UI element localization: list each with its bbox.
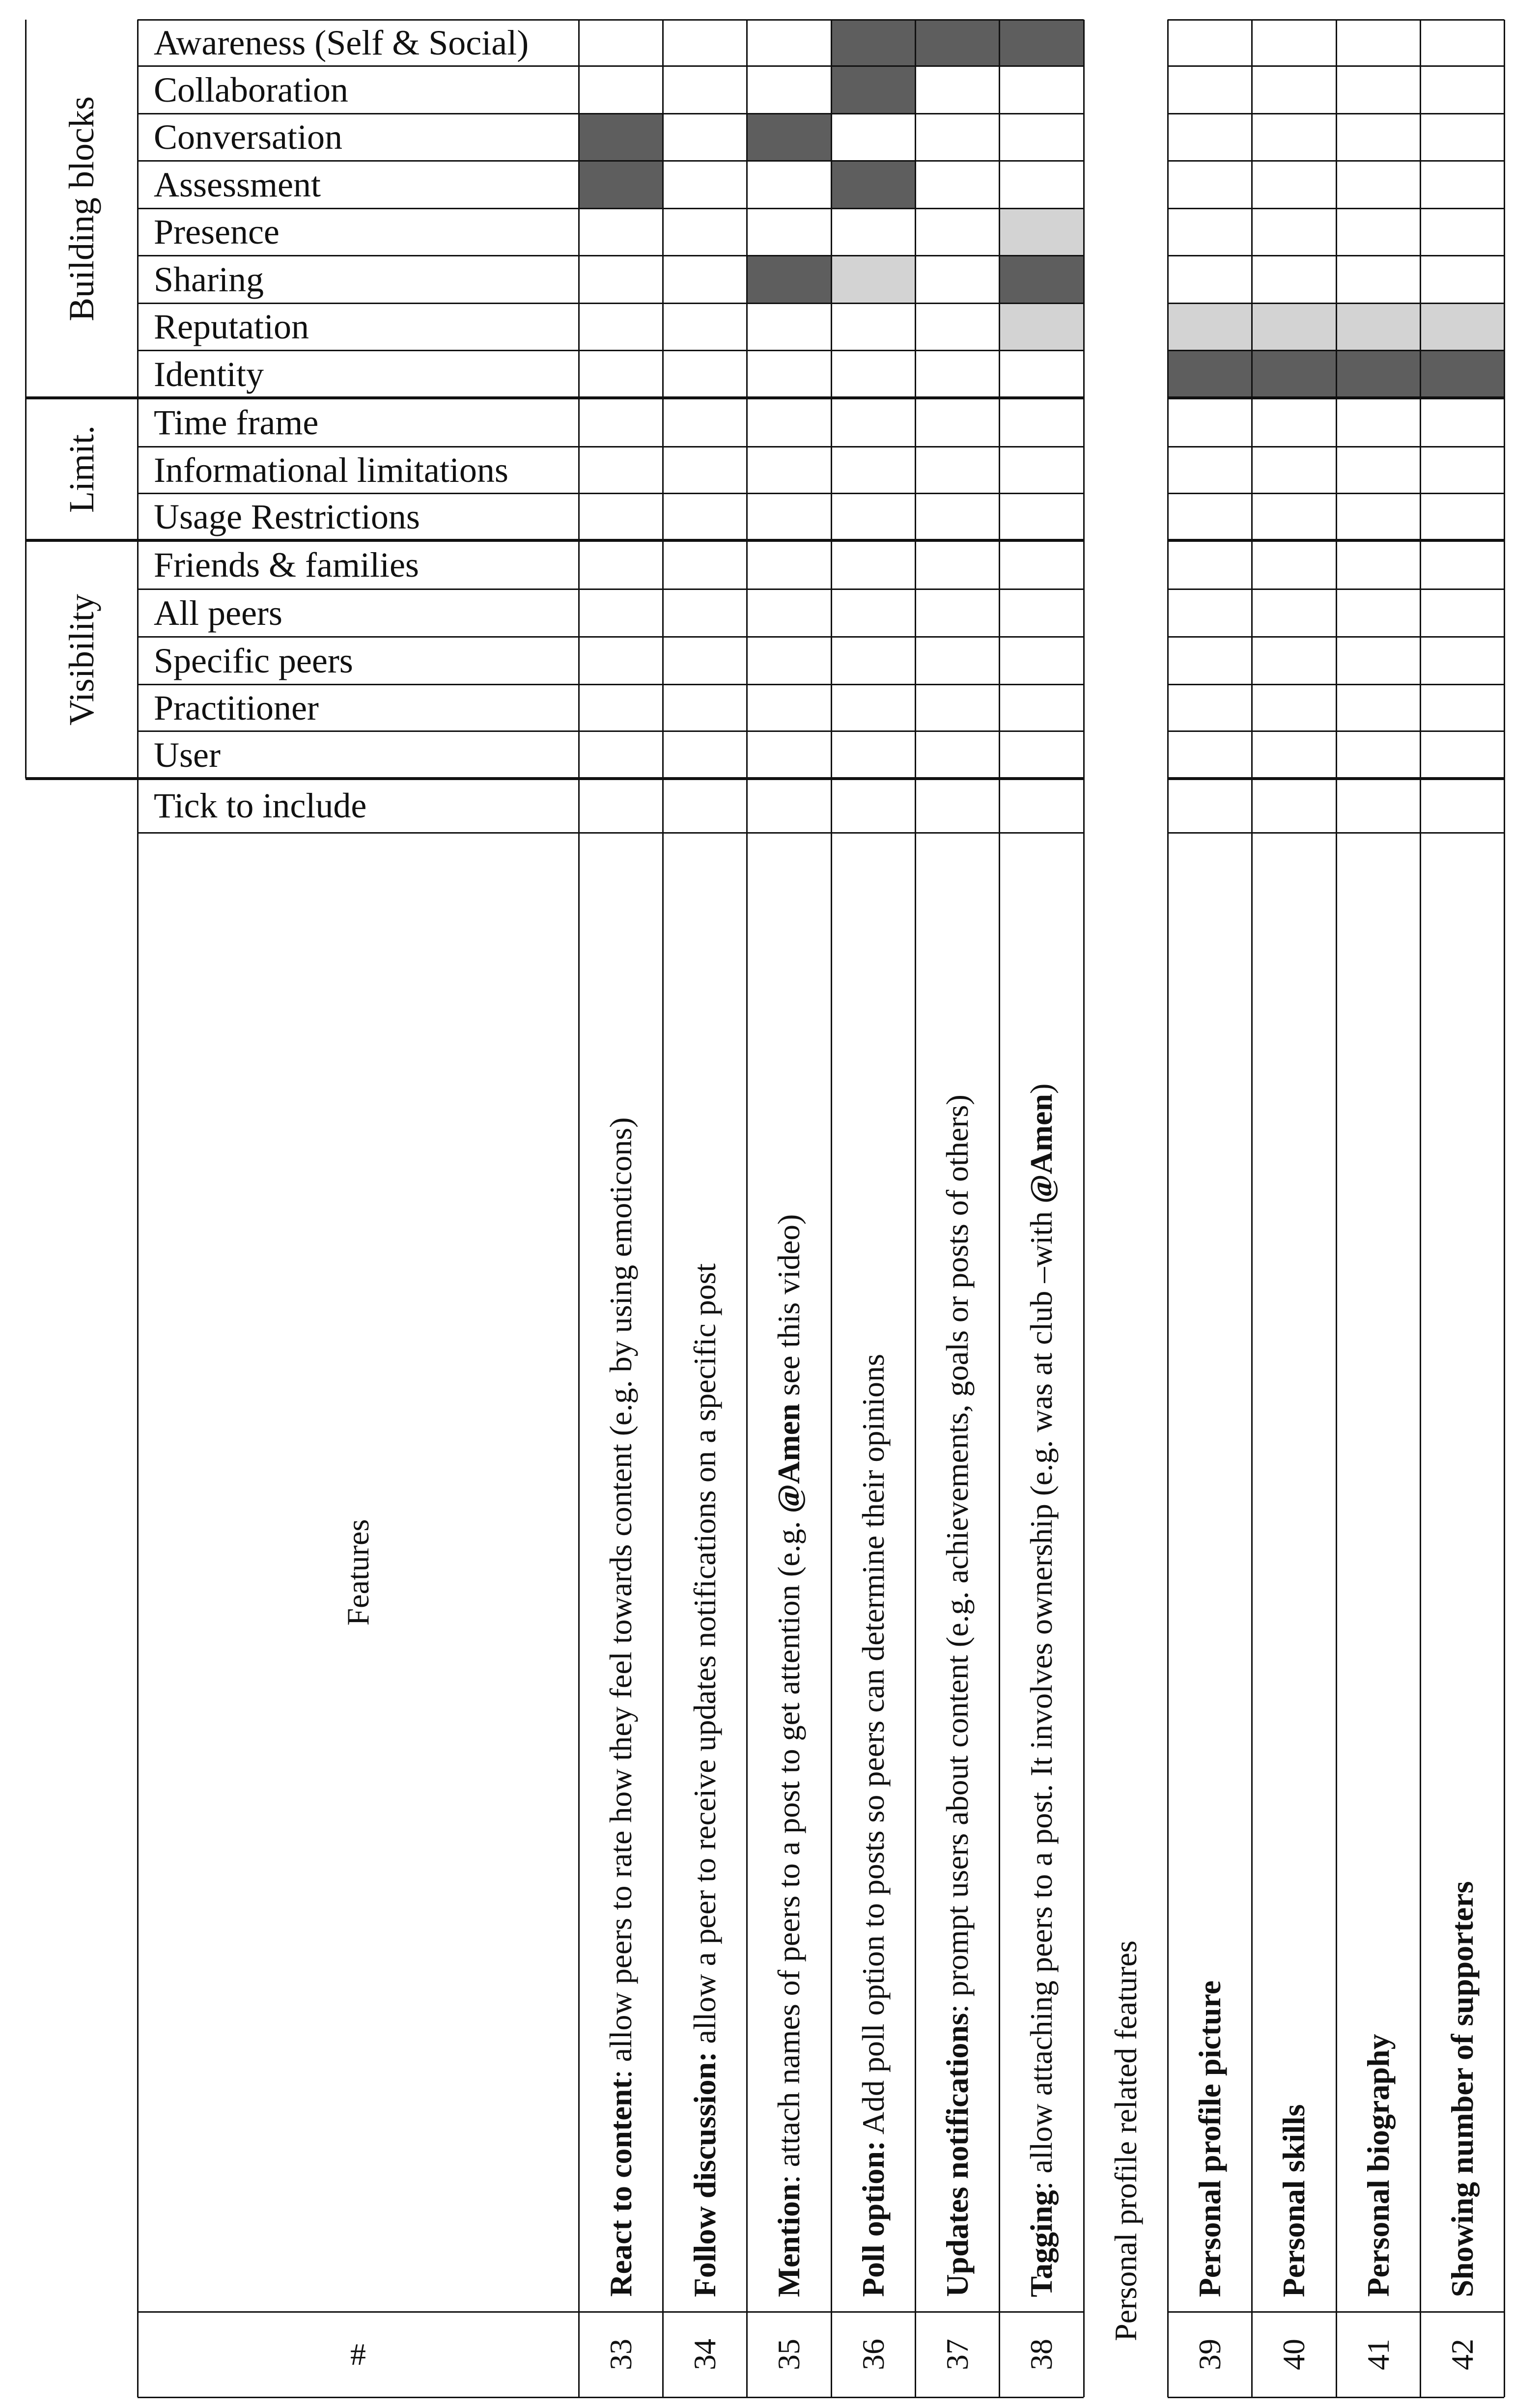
row-line-5-a — [138, 255, 1084, 256]
col-line-6 — [1083, 20, 1085, 2397]
row-line-9-a — [138, 446, 1084, 448]
group-column-left-line — [25, 20, 27, 779]
row-line-16-a — [26, 777, 1084, 780]
row-label: Collaboration — [154, 70, 348, 110]
shaded-cell-42-6 — [1420, 303, 1504, 350]
shaded-cell-41-7 — [1336, 350, 1420, 398]
feature-title: Personal profile picture — [1192, 1980, 1227, 2297]
features-bottom-line-a — [138, 2311, 1084, 2313]
shaded-cell-38-0 — [999, 20, 1084, 66]
shaded-cell-35-2 — [747, 113, 831, 161]
row-label: Awareness (Self & Social) — [154, 23, 529, 62]
feature-mention: @Amen — [771, 1403, 806, 1513]
feature-number: 40 — [1276, 2339, 1311, 2370]
feature-number: 41 — [1360, 2339, 1396, 2370]
feature-description — [1444, 1881, 1480, 2297]
feature-detail-end: see this video) — [771, 1214, 806, 1403]
col-line-0 — [578, 20, 580, 2397]
row-label: Informational limitations — [154, 450, 508, 490]
row-label: Assessment — [154, 165, 321, 204]
feature-description — [605, 1118, 637, 2297]
feature-number: 39 — [1192, 2339, 1227, 2370]
shaded-cell-33-2 — [579, 113, 663, 161]
row-label: Friends & families — [154, 545, 419, 585]
number-bottom-line-a — [138, 2397, 1084, 2398]
feature-description — [939, 1094, 975, 2297]
row-group-label: Visibility — [62, 593, 101, 726]
row-line-17-a — [138, 832, 1084, 834]
row-line-10-a — [138, 493, 1084, 494]
row-line-7-a — [138, 350, 1084, 351]
col-line-3 — [831, 20, 832, 2397]
col-line-5 — [999, 20, 1000, 2397]
feature-description — [855, 1354, 891, 2297]
feature-detail: : allow attaching peers to a post. It involves ownership (e.g. was at club –with — [1024, 1203, 1059, 2190]
feature-title: Updates notifications — [939, 2013, 975, 2297]
row-line-13-a — [138, 636, 1084, 638]
shaded-cell-36-0 — [831, 20, 915, 66]
feature-detail: : attach names of peers to a post to get attention (e.g. — [771, 1513, 806, 2184]
row-line-4-a — [138, 208, 1084, 209]
row-group-label: Building blocks — [62, 96, 101, 322]
row-label: Sharing — [154, 259, 264, 299]
feature-number: 36 — [855, 2339, 891, 2370]
shaded-cell-36-1 — [831, 66, 915, 113]
row-line-1-a — [138, 65, 1084, 67]
feature-detail: : allow peers to rate how they feel towards content (e.g. by using emoticons) — [603, 1117, 638, 2079]
row-line-6-a — [138, 303, 1084, 304]
feature-title: Follow discussion: — [687, 2051, 722, 2297]
row-line-8-a — [26, 396, 1084, 399]
feature-description — [1360, 2034, 1396, 2297]
feature-title: Mention — [771, 2183, 806, 2297]
row-line-12-a — [138, 588, 1084, 590]
col-line-4 — [915, 20, 916, 2397]
feature-number: 33 — [603, 2339, 638, 2370]
col-line-1 — [662, 20, 664, 2397]
feature-title: Tagging — [1024, 2189, 1059, 2297]
col2-line-2 — [1336, 20, 1337, 2397]
row-line-15-a — [138, 730, 1084, 732]
tick-to-include-label: Tick to include — [154, 786, 367, 825]
row-group-label: Limit. — [62, 425, 101, 513]
feature-mention: @Amen — [1024, 1093, 1059, 1204]
section-label-personal-profile: Personal profile related features — [1108, 1940, 1143, 2341]
row-label: Presence — [154, 212, 280, 252]
row-line-14-a — [138, 684, 1084, 685]
shaded-cell-33-3 — [579, 161, 663, 208]
right-edge-line — [1504, 20, 1505, 2397]
feature-title: Showing number of supporters — [1444, 1881, 1480, 2297]
feature-description — [689, 1263, 721, 2297]
label-column-left-line — [137, 20, 139, 2397]
shaded-cell-37-0 — [915, 20, 999, 66]
feature-detail: Add poll option to posts so peers can determine their opinions — [855, 1354, 891, 2141]
feature-detail-end: ) — [1024, 1083, 1059, 1094]
shaded-cell-40-6 — [1252, 303, 1336, 350]
feature-description — [1194, 1980, 1226, 2297]
shaded-cell-39-6 — [1168, 303, 1252, 350]
feature-number: 34 — [687, 2339, 722, 2370]
row-label: Specific peers — [154, 641, 353, 680]
shaded-cell-38-4 — [999, 208, 1084, 255]
feature-description — [1278, 2104, 1310, 2297]
shaded-cell-41-6 — [1336, 303, 1420, 350]
shaded-cell-36-5 — [831, 255, 915, 303]
row-label: Conversation — [154, 117, 342, 157]
feature-number: 38 — [1024, 2339, 1059, 2370]
row-line-3-a — [138, 160, 1084, 162]
features-header: Features — [340, 1519, 375, 1625]
row-label: Practitioner — [154, 688, 319, 728]
row-line-11-a — [26, 539, 1084, 542]
row-label: User — [154, 735, 221, 775]
feature-description — [1026, 1083, 1057, 2297]
col2-line-1 — [1251, 20, 1253, 2397]
number-header: # — [350, 2337, 366, 2372]
row-label: Usage Restrictions — [154, 497, 420, 536]
feature-number: 35 — [771, 2339, 806, 2370]
shaded-cell-35-5 — [747, 255, 831, 303]
shaded-cell-40-7 — [1252, 350, 1336, 398]
shaded-cell-38-6 — [999, 303, 1084, 350]
feature-description — [773, 1214, 805, 2297]
row-label: Time frame — [154, 402, 319, 442]
col-line-2 — [746, 20, 748, 2397]
col2-line-0 — [1167, 20, 1169, 2397]
row-label: Identity — [154, 354, 264, 394]
row-label: Reputation — [154, 307, 309, 346]
feature-title: Personal biography — [1360, 2034, 1396, 2297]
row-line-top-a — [138, 19, 1084, 21]
feature-detail: : prompt users about content (e.g. achievements, goals or posts of others) — [939, 1094, 975, 2014]
shaded-cell-39-7 — [1168, 350, 1252, 398]
shaded-cell-38-5 — [999, 255, 1084, 303]
feature-title: React to content — [603, 2078, 638, 2297]
feature-number: 42 — [1444, 2339, 1480, 2370]
row-label: All peers — [154, 593, 282, 633]
col2-line-3 — [1420, 20, 1421, 2397]
feature-detail: allow a peer to receive updates notifications on a specific post — [687, 1263, 722, 2052]
feature-number: 37 — [939, 2339, 975, 2370]
feature-title: Poll option: — [855, 2140, 891, 2297]
feature-title: Personal skills — [1276, 2104, 1311, 2297]
shaded-cell-42-7 — [1420, 350, 1504, 398]
row-line-2-a — [138, 113, 1084, 114]
shaded-cell-36-3 — [831, 161, 915, 208]
